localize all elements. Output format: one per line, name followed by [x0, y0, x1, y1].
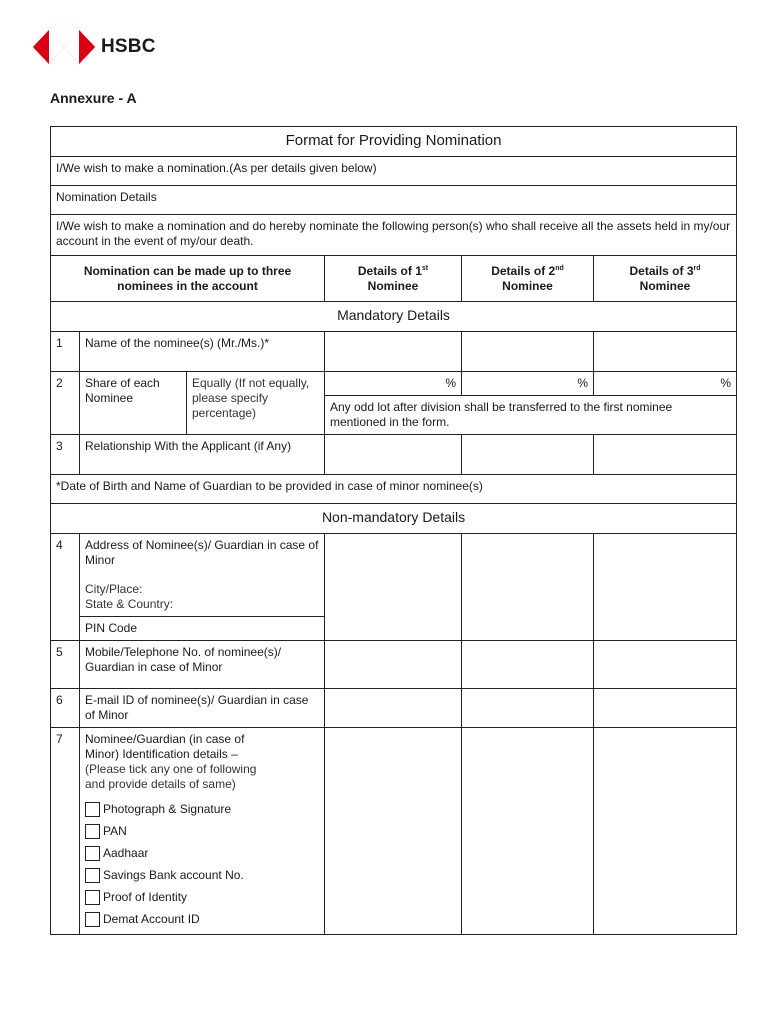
row-6-number: 6	[51, 689, 80, 728]
id-option-label: Photograph & Signature	[103, 801, 232, 816]
nominee-2-id-field[interactable]	[462, 728, 594, 935]
header-nominee-3-label: Details of 3	[629, 263, 694, 278]
row-4-pin: PIN Code	[80, 617, 325, 641]
id-option-label: Demat Account ID	[103, 911, 200, 926]
nominee-2-address-field[interactable]	[462, 534, 594, 641]
nominee-1-name-field[interactable]	[325, 332, 462, 372]
row-3-number: 3	[51, 435, 80, 475]
row-1-label: Name of the nominee(s) (Mr./Ms.)*	[80, 332, 325, 372]
id-option-aadhaar[interactable]	[85, 842, 319, 864]
header-nominee-1-label: Details of 1	[357, 263, 422, 278]
row-4-city: City/Place:	[85, 582, 143, 596]
nominee-2-share-field[interactable]: %	[462, 372, 594, 396]
nominee-1-email-field[interactable]	[325, 689, 462, 728]
row-7-cell	[80, 728, 325, 935]
hsbc-logo	[33, 30, 156, 64]
id-option-savings-account[interactable]	[85, 864, 319, 886]
checkbox-icon[interactable]	[85, 846, 100, 861]
annexure-title: Annexure - A	[50, 90, 137, 106]
nominee-3-id-field[interactable]	[594, 728, 737, 935]
id-option-label: PAN	[103, 823, 127, 838]
checkbox-icon[interactable]	[85, 912, 100, 927]
checkbox-icon[interactable]	[85, 824, 100, 839]
odd-lot-note: Any odd lot after division shall be transferred to the first nominee mentioned in the form.	[325, 396, 737, 435]
row-4-number: 4	[51, 534, 80, 641]
row-2-equally-note: Equally (If not equally, please specify percentage)	[187, 372, 325, 435]
row-2-number: 2	[51, 372, 80, 435]
row-7-label-note: (Please tick any one of following and provide details of same)	[85, 762, 257, 791]
row-5-label: Mobile/Telephone No. of nominee(s)/ Guardian in case of Minor	[80, 641, 325, 689]
row-1-number: 1	[51, 332, 80, 372]
nomination-details-heading: Nomination Details	[51, 186, 737, 215]
nominee-2-email-field[interactable]	[462, 689, 594, 728]
row-4-state: State & Country:	[85, 597, 174, 611]
nominee-2-relationship-field[interactable]	[462, 435, 594, 475]
nominee-3-address-field[interactable]	[594, 534, 737, 641]
brand-name: HSBC	[101, 36, 156, 57]
minor-note: *Date of Birth and Name of Guardian to be provided in case of minor nominee(s)	[51, 475, 737, 504]
row-6-label: E-mail ID of nominee(s)/ Guardian in case of Minor	[80, 689, 325, 728]
nominee-3-relationship-field[interactable]	[594, 435, 737, 475]
nomination-form	[50, 126, 737, 935]
nomination-declaration: I/We wish to make a nomination and do hereby nominate the following person(s) who shall receive all the assets held in my/our account in the event of my/our death.	[51, 215, 737, 256]
nominee-1-share-field[interactable]: %	[325, 372, 462, 396]
header-nominee-2-sup: nd	[555, 264, 564, 272]
checkbox-icon[interactable]	[85, 890, 100, 905]
nominee-3-phone-field[interactable]	[594, 641, 737, 689]
nominee-2-name-field[interactable]	[462, 332, 594, 372]
mandatory-heading: Mandatory Details	[51, 302, 737, 332]
header-nominee-3-sub: Nominee	[639, 278, 691, 293]
header-nominee-1	[325, 256, 462, 302]
nominee-1-relationship-field[interactable]	[325, 435, 462, 475]
header-nominee-3	[594, 256, 737, 302]
id-option-label: Aadhaar	[103, 845, 149, 860]
header-nominee-limit: Nomination can be made up to three nominees in the account	[51, 256, 325, 302]
nomination-wish: I/We wish to make a nomination.(As per details given below)	[51, 157, 737, 186]
header-nominee-2-sub: Nominee	[502, 278, 553, 293]
header-nominee-1-sub: Nominee	[367, 278, 419, 293]
row-5-number: 5	[51, 641, 80, 689]
id-option-pan[interactable]	[85, 820, 319, 842]
hsbc-hexagon-icon	[33, 30, 95, 64]
header-nominee-3-sup: rd	[693, 264, 701, 272]
checkbox-icon[interactable]	[85, 868, 100, 883]
row-7-label: Nominee/Guardian (in case of Minor) Identification details –	[85, 732, 245, 761]
nominee-1-address-field[interactable]	[325, 534, 462, 641]
nominee-1-id-field[interactable]	[325, 728, 462, 935]
nominee-3-name-field[interactable]	[594, 332, 737, 372]
header-nominee-2	[462, 256, 594, 302]
row-4-label-cell	[80, 534, 325, 617]
nominee-3-email-field[interactable]	[594, 689, 737, 728]
row-2-label: Share of each Nominee	[80, 372, 187, 435]
checkbox-icon[interactable]	[85, 802, 100, 817]
row-4-label: Address of Nominee(s)/ Guardian in case of Minor	[85, 538, 319, 567]
id-option-demat-account[interactable]	[85, 908, 319, 930]
id-option-photograph[interactable]	[85, 798, 319, 820]
non-mandatory-heading: Non-mandatory Details	[51, 504, 737, 534]
id-option-label: Proof of Identity	[103, 889, 188, 904]
row-7-number: 7	[51, 728, 80, 935]
id-option-label: Savings Bank account No.	[103, 867, 244, 882]
form-title: Format for Providing Nomination	[51, 127, 737, 157]
nominee-1-phone-field[interactable]	[325, 641, 462, 689]
header-nominee-2-label: Details of 2	[491, 263, 556, 278]
id-option-proof-of-identity[interactable]	[85, 886, 319, 908]
nominee-3-share-field[interactable]: %	[594, 372, 737, 396]
row-3-label: Relationship With the Applicant (if Any)	[80, 435, 325, 475]
header-nominee-1-sup: st	[421, 264, 429, 272]
nominee-2-phone-field[interactable]	[462, 641, 594, 689]
